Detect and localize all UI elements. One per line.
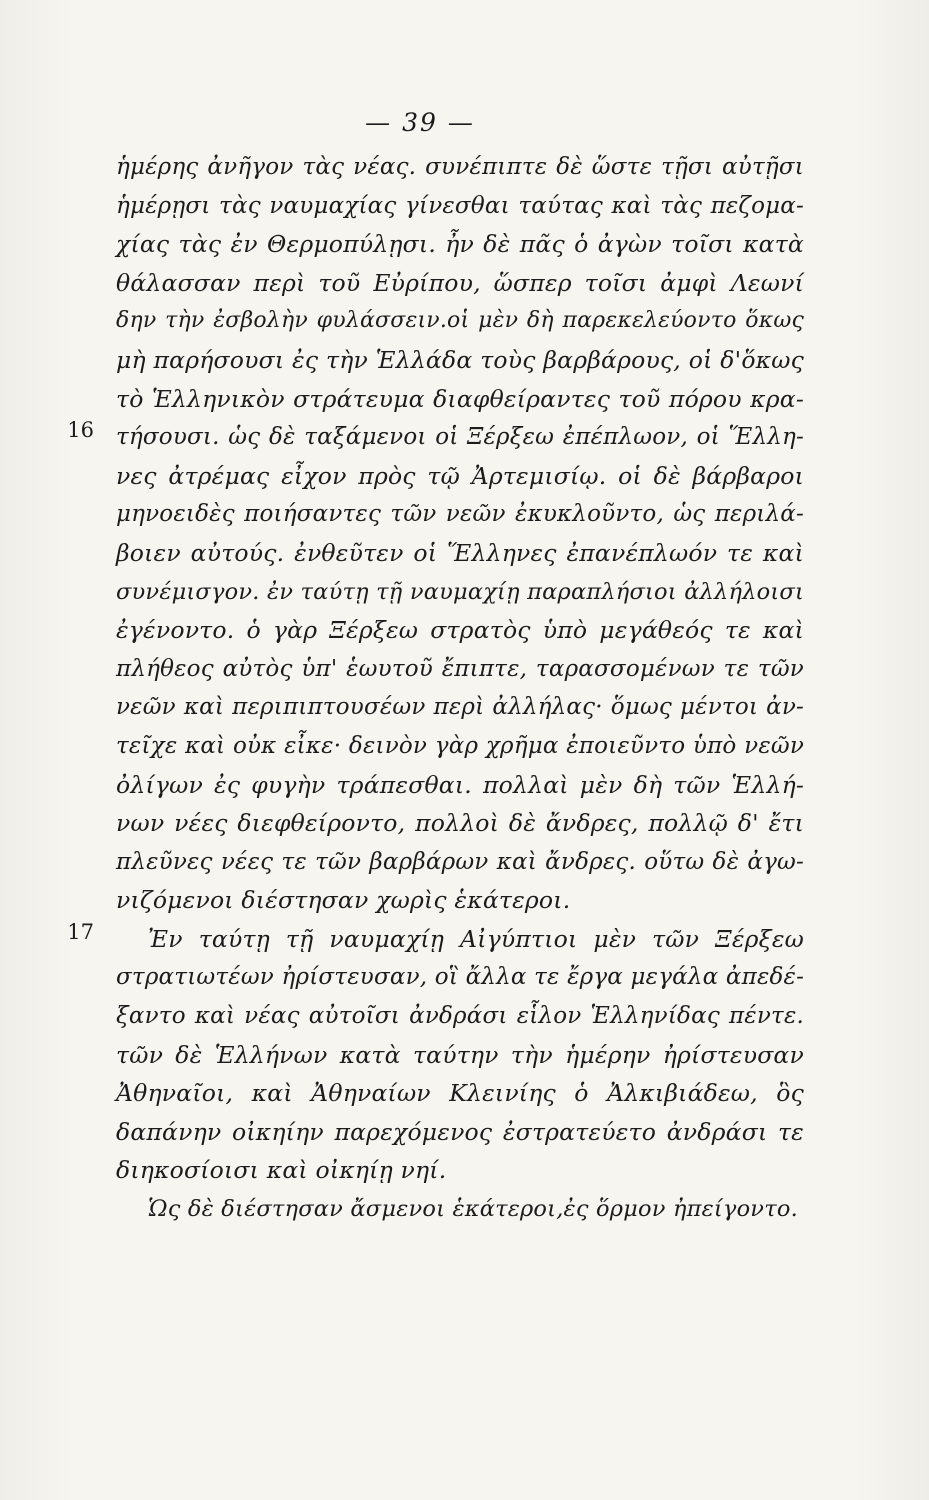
text-line: στρατιωτέων ἠρίστευσαν, οἳ ἄλλα τε ἔργα μεγάλα ἀπεδέ- [116,964,805,991]
text-line: νες ἀτρέμας εἶχον πρὸς τῷ Ἀρτεμισίῳ. οἱ δὲ βάρβαροι [116,461,804,490]
text-line: ξαντο καὶ νέας αὐτοῖσι ἀνδράσι εἷλον Ἑλληνίδας πέντε. [116,1003,804,1030]
greek-text-block [67,148,805,1229]
section-number-16: 16 [67,418,94,443]
text-line: βοιεν αὐτούς. ἐνθεῦτεν οἱ Ἕλληνες ἐπανέπλωόν τε καὶ [116,538,804,567]
text-line: χίας τὰς ἐν Θερμοπύλῃσι. ἦν δὲ πᾶς ὁ ἀγὼν τοῖσι κατὰ [116,230,804,259]
text-line: Ἐν ταύτῃ τῇ ναυμαχίῃ Αἰγύπτιοι μὲν τῶν Ξέρξεω [148,924,804,953]
text-line: δαπάνην οἰκηίην παρεχόμενος ἐστρατεύετο ἀνδράσι τε [116,1117,804,1146]
text-line: πλεῦνες νέες τε τῶν βαρβάρων καὶ ἄνδρες. οὕτω δὲ ἀγω- [116,848,804,875]
text-line: συνέμισγον. ἐν ταύτῃ τῇ ναυμαχίῃ παραπλήσιοι ἀλλήλοισι [116,578,804,605]
section-number-17: 17 [67,919,94,944]
text-line: ἐγένοντο. ὁ γὰρ Ξέρξεω στρατὸς ὑπὸ μεγάθεός τε καὶ [116,616,804,645]
text-line: τὸ Ἑλληνικὸν στράτευμα διαφθείραντες τοῦ πόρου κρα- [116,384,804,413]
text-line: διηκοσίοισι καὶ οἰκηίῃ νηί. [116,1156,447,1185]
text-line: ὀλίγων ἐς φυγὴν τράπεσθαι. πολλαὶ μὲν δὴ τῶν Ἑλλή- [116,770,804,799]
text-line: νιζόμενοι διέστησαν χωρὶς ἑκάτεροι. [116,886,571,915]
text-line: πλήθεος αὐτὸς ὑπ' ἑωυτοῦ ἔπιπτε, ταρασσομένων τε τῶν [116,655,804,682]
text-line: Ὡς δὲ διέστησαν ἄσμενοι ἑκάτεροι,ἐς ὅρμον ἠπείγοντο. [148,1196,798,1223]
text-line: νεῶν καὶ περιπιπτουσέων περὶ ἀλλήλας· ὅμως μέντοι ἀν- [116,694,804,721]
text-line: ἡμέρης ἀνῆγον τὰς νέας. συνέπιπτε δὲ ὥστε τῇσι αὐτῇσι [116,154,804,180]
text-line: μηνοειδὲς ποιήσαντες τῶν νεῶν ἐκυκλοῦντο, ὡς περιλά- [116,501,804,528]
section-16-start [67,418,804,457]
text-line: μὴ παρήσουσι ἐς τὴν Ἑλλάδα τοὺς βαρβάρους, οἱ δ'ὅκως [116,345,804,374]
text-line: τῶν δὲ Ἑλλήνων κατὰ ταύτην τὴν ἡμέρην ἠρίστευσαν [116,1040,804,1069]
text-line: τήσουσι. ὡς δὲ ταξάμενοι οἱ Ξέρξεω ἐπέπλωον, οἱ Ἕλλη- [116,424,804,451]
section-17-start [67,919,804,959]
text-line: θάλασσαν περὶ τοῦ Εὐρίπου, ὥσπερ τοῖσι ἀμφὶ Λεωνί [116,268,804,297]
text-line: δην τὴν ἐσβολὴν φυλάσσειν.οἱ μὲν δὴ παρεκελεύοντο ὅκως [116,308,804,334]
text-line: Ἀθηναῖοι, καὶ Ἀθηναίων Κλεινίης ὁ Ἀλκιβιάδεω, ὃς [116,1079,804,1108]
text-line: νων νέες διεφθείροντο, πολλοὶ δὲ ἄνδρες, πολλῷ δ' ἔτι [116,809,804,838]
text-line: ἡμέρῃσι τὰς ναυμαχίας γίνεσθαι ταύτας καὶ τὰς πεζομα- [116,192,804,219]
text-line: τεῖχε καὶ οὐκ εἶκε· δεινὸν γὰρ χρῆμα ἐποιεῦντο ὑπὸ νεῶν [116,732,804,759]
page-number: — 39 — [365,108,475,137]
